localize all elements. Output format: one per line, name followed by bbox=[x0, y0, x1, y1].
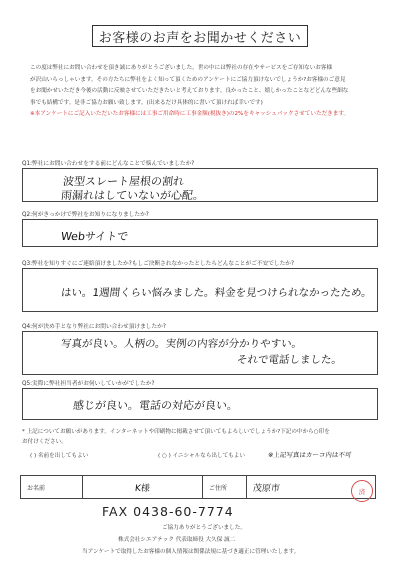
name-value: K様 bbox=[134, 483, 151, 494]
name-field[interactable] bbox=[83, 476, 203, 498]
intro-line-2: が沢山いらっしゃいます。その方たちに弊社をよく知って頂くためのアンケートにご協力頂けないでしょうか?お客様のご意見 bbox=[30, 76, 346, 83]
answer-box-3[interactable] bbox=[22, 268, 378, 312]
intro-line-3: をお聞かせいただき今後の活動に反映させていただきたいと考えております。良かったこと、嬉しかったことなどどんな些細な bbox=[30, 88, 349, 95]
option-initial-ok-label: イニシャルなら出してもよい bbox=[172, 453, 245, 459]
privacy-notice: 当アンケートで取得したお客様の個人情報は関係法規に基づき適正に管理いたします。 bbox=[82, 549, 300, 555]
answer-4-line-2: それで電話しました。 bbox=[236, 354, 343, 366]
received-stamp: 済 bbox=[351, 480, 373, 502]
question-3-label: Q3:弊社を知りすぐにご連絡頂けましたか?もしご決断されなかったとしたらどんなことがご不安でしたか? bbox=[22, 261, 294, 267]
answer-4-line-1: 写真が良い。人柄の。実例の内容が分かりやすい。 bbox=[60, 338, 303, 350]
answer-box-1[interactable] bbox=[22, 168, 378, 202]
question-2-label: Q2:何がきっかけで弊社をお知りになりましたか? bbox=[22, 212, 149, 218]
answer-2-line-1: Webサイトで bbox=[60, 230, 129, 243]
option-initial-ok-checkbox[interactable]: ( ○ ) bbox=[158, 453, 171, 459]
intro-line-4: 事でも結構です。是非ご協力お願い致します。(出来るだけ具体的に書いて頂ければ幸いです) bbox=[30, 99, 263, 106]
intro-text bbox=[30, 63, 372, 121]
address-label: ご住所 bbox=[203, 476, 247, 498]
fax-number: FAX 0438-60-7774 bbox=[102, 504, 234, 519]
answer-1-line-2: 雨漏れはしていないが心配。 bbox=[60, 189, 205, 202]
question-4-label: Q4:何が決め手となり弊社にお問い合わせ頂けましたか? bbox=[22, 324, 166, 330]
company-signature: 株式会社シエアテック 代表取締役 大久保 誠二 bbox=[118, 537, 236, 543]
name-label: お名前 bbox=[21, 476, 83, 498]
option-name-ok-checkbox[interactable]: ( ) bbox=[30, 453, 37, 459]
cashback-note: ※本アンケートにご記入いただいたお客様には工事ご用命時に工事金額(税抜き)の2%をキャッシュバックさせていただきます。 bbox=[30, 111, 350, 118]
answer-3-line-1: はい。1週間くらい悩みました。料金を見つけられなかったため。 bbox=[60, 287, 373, 299]
handwritten-publish-note: ※上記写真はカーコ内は不可 bbox=[267, 451, 352, 459]
option-name-ok[interactable] bbox=[30, 451, 88, 459]
answer-box-4[interactable] bbox=[22, 331, 378, 375]
answer-box-2[interactable] bbox=[22, 219, 378, 247]
thanks-text: ご協力ありがとうございました。 bbox=[162, 525, 246, 531]
customer-info-table bbox=[20, 475, 376, 499]
answer-box-5[interactable] bbox=[22, 388, 378, 420]
option-initial-ok[interactable] bbox=[158, 451, 245, 459]
option-name-ok-label: 名前を出してもよい bbox=[37, 453, 89, 459]
publish-request-text: * 上記についてお願いがあります。インターネットや印刷物に掲載させて頂いてもよろしいでしょうか?下記の中から○印を bbox=[22, 429, 330, 435]
answer-1-line-1: 波型スレート屋根の割れ bbox=[62, 175, 185, 188]
intro-line-1: この度は弊社にお問い合わせを頂き誠にありがとうございました。世の中には弊社の存在やサービスをご存知ないお客様 bbox=[30, 65, 333, 71]
answer-5-line-1: 感じが良い。電話の対応が良い。 bbox=[72, 399, 239, 412]
question-5-label: Q5:実際に弊社担当者がお伺いしていかがでしたか? bbox=[22, 381, 155, 387]
address-value: 茂原市 bbox=[252, 483, 281, 494]
publish-request-text-2: お付けください。 bbox=[22, 439, 67, 445]
survey-title: お客様のお声をお聞かせください bbox=[92, 25, 308, 47]
question-1-label: Q1:弊社にお問い合わせをする前にどんなことで悩んでいましたか? bbox=[22, 161, 195, 167]
